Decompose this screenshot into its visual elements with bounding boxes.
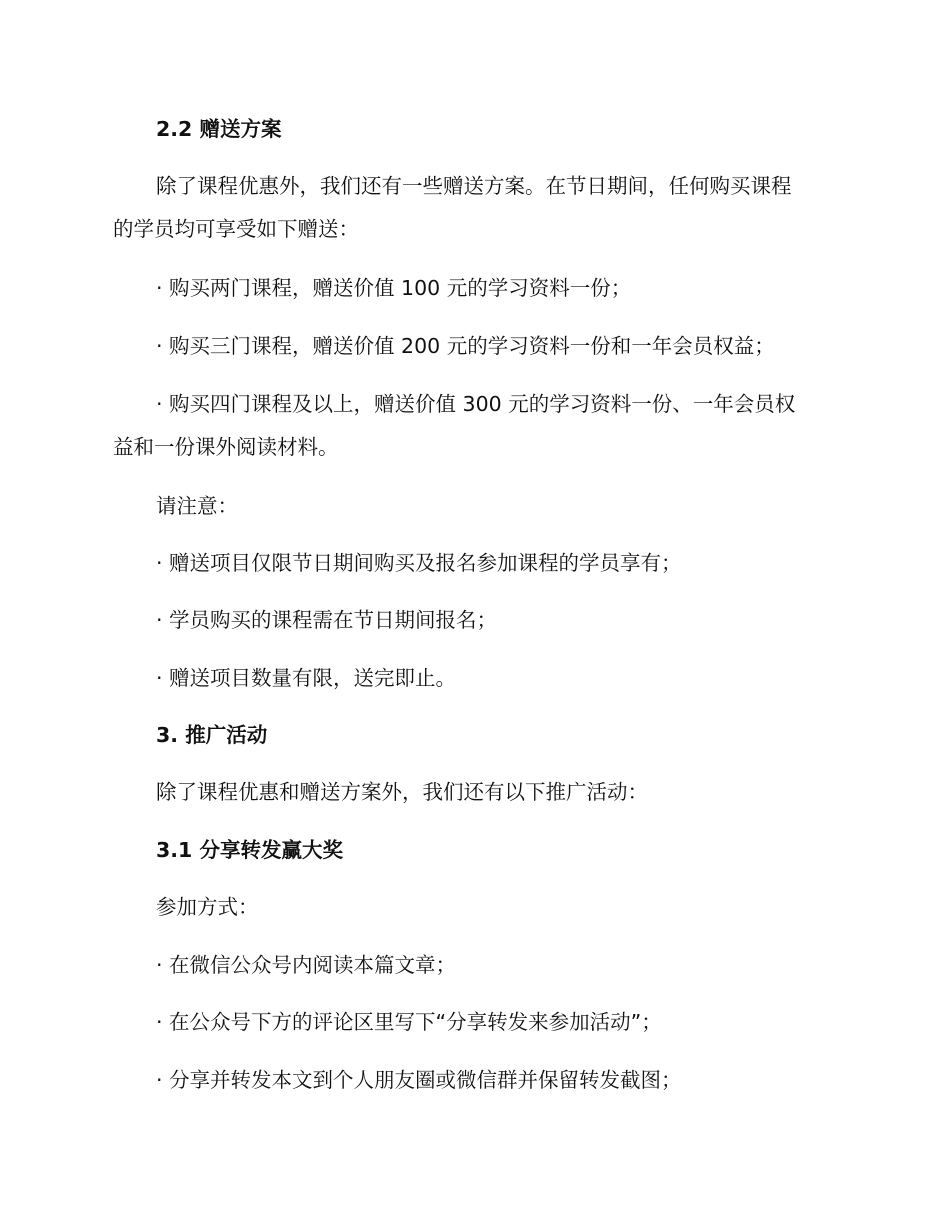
gift-item-3-continued: 益和一份课外阅读材料。 xyxy=(113,435,339,459)
step-item-2: · 在公众号下方的评论区里写下“分享转发来参加活动”； xyxy=(156,1010,662,1034)
note-item-3: · 赠送项目数量有限，送完即止。 xyxy=(156,666,457,690)
gift-item-3: · 购买四门课程及以上，赠送价值 300 元的学习资料一份、一年会员权 xyxy=(156,392,796,416)
section-2-2-heading: 2.2 赠送方案 xyxy=(156,117,282,141)
note-item-1: · 赠送项目仅限节日期间购买及报名参加课程的学员享有； xyxy=(156,551,682,575)
section-3-heading: 3. 推广活动 xyxy=(156,723,268,747)
section-3-1-heading: 3.1 分享转发赢大奖 xyxy=(156,838,343,862)
step-item-1: · 在微信公众号内阅读本篇文章； xyxy=(156,953,457,977)
gift-item-1: · 购买两门课程，赠送价值 100 元的学习资料一份； xyxy=(156,276,632,300)
note-title: 请注意： xyxy=(156,494,238,518)
gift-item-2: · 购买三门课程，赠送价值 200 元的学习资料一份和一年会员权益； xyxy=(156,334,775,358)
section-3-intro: 除了课程优惠和赠送方案外，我们还有以下推广活动： xyxy=(156,780,648,804)
step-item-3: · 分享并转发本文到个人朋友圈或微信群并保留转发截图； xyxy=(156,1068,682,1092)
note-item-2: · 学员购买的课程需在节日期间报名； xyxy=(156,608,498,632)
section-2-2-intro-line1: 除了课程优惠外，我们还有一些赠送方案。在节日期间，任何购买课程 xyxy=(156,174,792,198)
section-2-2-intro-line2: 的学员均可享受如下赠送： xyxy=(113,217,359,241)
method-title: 参加方式： xyxy=(156,895,259,919)
